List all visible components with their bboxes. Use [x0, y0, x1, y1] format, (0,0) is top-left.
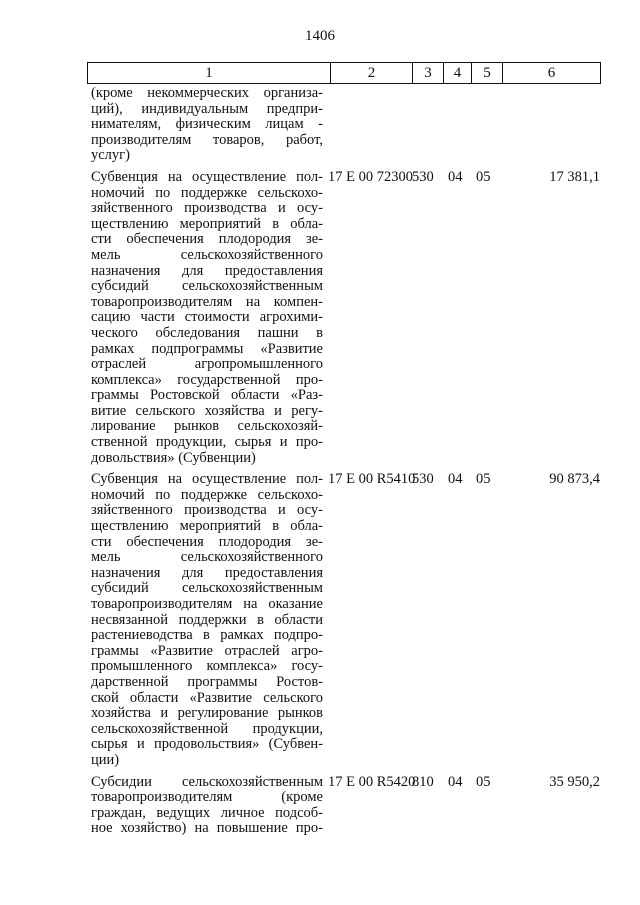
table-body — [91, 86, 611, 843]
description-line: сти обеспечения плодородия зе- — [91, 231, 323, 248]
header-col-3: 3 — [413, 63, 444, 83]
table-header — [87, 62, 601, 84]
page-number: 1406 — [305, 28, 335, 44]
description-line: довольствия» (Субвенции) — [91, 449, 256, 466]
expense-type: 530 — [412, 471, 434, 488]
description-line: промышленного комплекса» госу- — [91, 658, 323, 675]
row-description — [91, 86, 323, 164]
description-line: номочий по поддержке сельскохо- — [91, 184, 323, 201]
description-line: Субвенция на осуществление пол- — [91, 471, 323, 488]
description-line: мель сельскохозяйственного — [91, 246, 323, 263]
description-line: комплекса» государственной про- — [91, 371, 323, 388]
description-line: товаропроизводителям на компен- — [91, 293, 323, 310]
description-line: сацию части стоимости агрохими- — [91, 309, 323, 326]
description-line: ской области «Развитие сельского — [91, 689, 323, 706]
target-code: 17 Е 00 72300 — [328, 168, 413, 185]
description-line: ственной продукции, сырья и про- — [91, 434, 323, 451]
description-line: назначения для предоставления — [91, 564, 323, 581]
description-line: ческого обследования пашни в — [91, 324, 323, 341]
description-line: товаропроизводителям на оказание — [91, 596, 323, 612]
description-line: граждан, ведущих личное подсоб- — [91, 804, 323, 821]
description-line: ций), индивидуальным предпри- — [91, 100, 323, 117]
description-line: ное хозяйство) на повышение про- — [91, 820, 323, 837]
table-row — [91, 775, 611, 837]
table-row — [91, 86, 611, 164]
description-line: сельскохозяйственной продукции, — [91, 720, 323, 737]
header-col-1: 1 — [88, 63, 331, 83]
amount: 90 873,4 — [549, 471, 600, 488]
expense-type: 810 — [412, 773, 434, 790]
description-line: растениеводства в рамках подпро- — [91, 627, 323, 644]
expense-type: 530 — [412, 168, 434, 185]
description-line: субсидий сельскохозяйственным — [91, 278, 323, 295]
description-line: отраслей агропромышленного — [91, 356, 323, 373]
description-line: (кроме некоммерческих организа- — [91, 85, 323, 101]
subsection-code: 05 — [476, 773, 491, 790]
row-description — [91, 472, 323, 768]
target-code: 17 Е 00 R5420 — [328, 773, 416, 790]
subsection-code: 05 — [476, 168, 491, 185]
section-code: 04 — [448, 168, 463, 185]
description-line: производителям товаров, работ, — [91, 131, 323, 148]
description-line: Субвенция на осуществление пол- — [91, 168, 323, 185]
description-line: сырья и продовольствия» (Субвен- — [91, 736, 323, 753]
row-description — [91, 775, 323, 837]
header-col-6: 6 — [547, 65, 556, 81]
description-line: назначения для предоставления — [91, 262, 323, 279]
description-line: рамках подпрограммы «Развитие — [91, 340, 323, 357]
description-line: хозяйства и регулирование рынков — [91, 705, 323, 722]
description-line: Субсидии сельскохозяйственным — [91, 773, 323, 790]
table-row — [91, 170, 611, 466]
description-line: зяйственного производства и осу- — [91, 200, 323, 217]
header-col-4: 4 — [444, 63, 472, 83]
description-line: услуг) — [91, 147, 130, 164]
description-line: ществлению мероприятий в обла- — [91, 518, 323, 535]
description-line: граммы «Развитие отраслей агро- — [91, 642, 323, 659]
target-code: 17 Е 00 R5410 — [328, 471, 416, 488]
description-line: лирование рынков сельскохозяй- — [91, 418, 323, 435]
section-code: 04 — [448, 773, 463, 790]
row-description — [91, 170, 323, 466]
description-line: сти обеспечения плодородия зе- — [91, 533, 323, 550]
table-row — [91, 472, 611, 768]
description-line: ществлению мероприятий в обла- — [91, 215, 323, 232]
description-line: товаропроизводителям (кроме — [91, 789, 323, 806]
description-line: номочий по поддержке сельскохо- — [91, 486, 323, 503]
description-line: дарственной программы Ростов- — [91, 673, 323, 690]
header-col-2: 2 — [331, 63, 413, 83]
description-line: нимателям, физическим лицам - — [91, 116, 323, 133]
description-line: несвязанной поддержки в области — [91, 611, 323, 628]
amount: 17 381,1 — [549, 168, 600, 185]
description-line: витие сельского хозяйства и регу- — [91, 402, 323, 419]
subsection-code: 05 — [476, 471, 491, 488]
description-line: мель сельскохозяйственного — [91, 549, 323, 566]
amount: 35 950,2 — [549, 773, 600, 790]
description-line: субсидий сельскохозяйственным — [91, 580, 323, 597]
description-line: зяйственного производства и осу- — [91, 502, 323, 519]
section-code: 04 — [448, 471, 463, 488]
description-line: ции) — [91, 751, 120, 768]
header-col-5: 5 — [472, 63, 503, 83]
description-line: граммы Ростовской области «Раз- — [91, 387, 323, 404]
